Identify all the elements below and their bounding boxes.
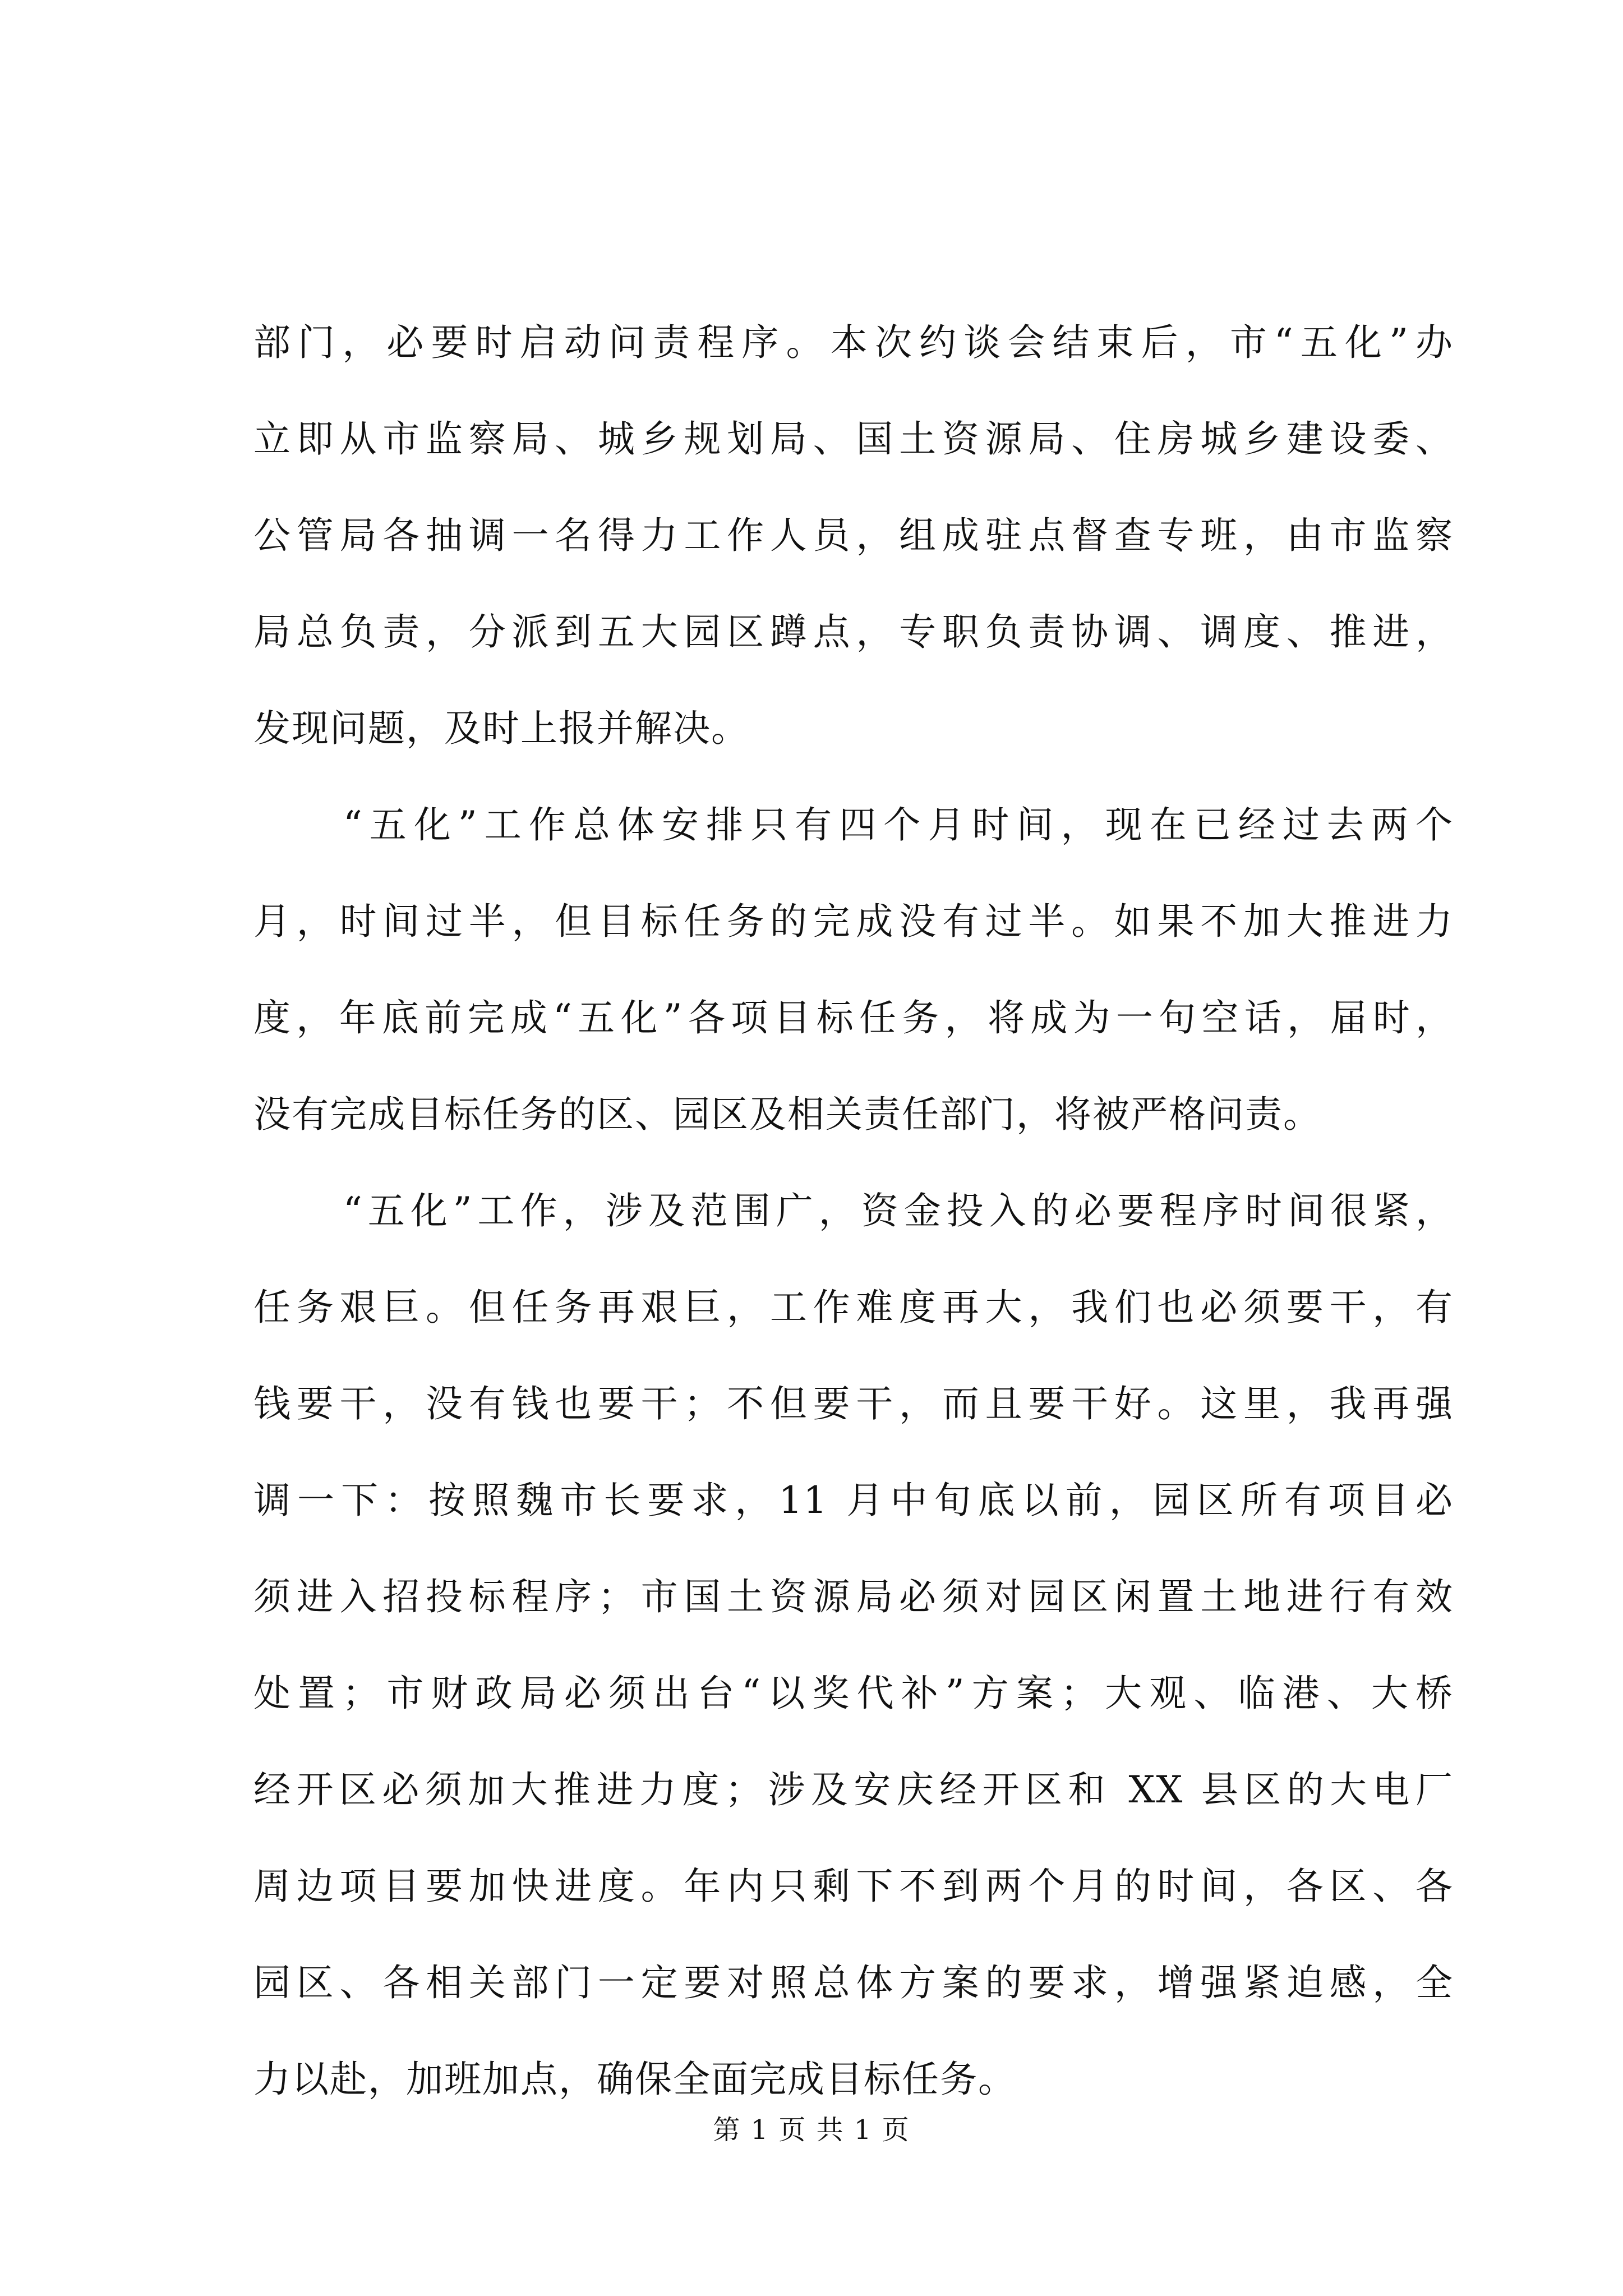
text-line: 部门，必要时启动问责程序。本次约谈会结束后，市“五化”办 — [253, 321, 1454, 364]
text-line: 公管局各抽调一名得力工作人员，组成驻点督查专班，由市监察 — [253, 514, 1454, 557]
text-line: 园区、各相关部门一定要对照总体方案的要求，增强紧迫感，全 — [253, 1961, 1454, 2004]
text-line: 局总负责，分派到五大园区蹲点，专职负责协调、调度、推进， — [253, 610, 1454, 654]
text-line: 经开区必须加大推进力度；涉及安庆经开区和 XX 县区的大电厂 — [253, 1768, 1454, 1811]
text-line: 须进入招投标程序；市国土资源局必须对园区闲置土地进行有效 — [253, 1575, 1454, 1618]
text-line: 任务艰巨。但任务再艰巨，工作难度再大，我们也必须要干，有 — [253, 1286, 1454, 1329]
text-line: 调一下：按照魏市长要求，11 月中旬底以前，园区所有项目必 — [253, 1479, 1454, 1522]
paragraph-first-line: “五化”工作，涉及范围广，资金投入的必要程序时间很紧， — [343, 1189, 1454, 1232]
text-line: 立即从市监察局、城乡规划局、国土资源局、住房城乡建设委、 — [253, 417, 1454, 461]
text-line: 力以赴，加班加点，确保全面完成目标任务。 — [253, 2058, 1016, 2101]
text-line: 没有完成目标任务的区、园区及相关责任部门，将被严格问责。 — [253, 1093, 1321, 1136]
text-line: 度，年底前完成“五化”各项目标任务，将成为一句空话，届时， — [253, 996, 1454, 1039]
text-line: 钱要干，没有钱也要干；不但要干，而且要干好。这里，我再强 — [253, 1382, 1454, 1425]
document-body — [253, 295, 1454, 2128]
text-line: 月，时间过半，但目标任务的完成没有过半。如果不加大推进力 — [253, 900, 1454, 943]
page-number-footer: 第 1 页 共 1 页 — [713, 2114, 910, 2146]
paragraph-first-line: “五化”工作总体安排只有四个月时间，现在已经过去两个 — [343, 803, 1454, 846]
text-line: 周边项目要加快进度。年内只剩下不到两个月的时间，各区、各 — [253, 1865, 1454, 1908]
text-line: 发现问题，及时上报并解决。 — [253, 707, 749, 750]
text-line: 处置；市财政局必须出台“以奖代补”方案；大观、临港、大桥 — [253, 1672, 1454, 1715]
